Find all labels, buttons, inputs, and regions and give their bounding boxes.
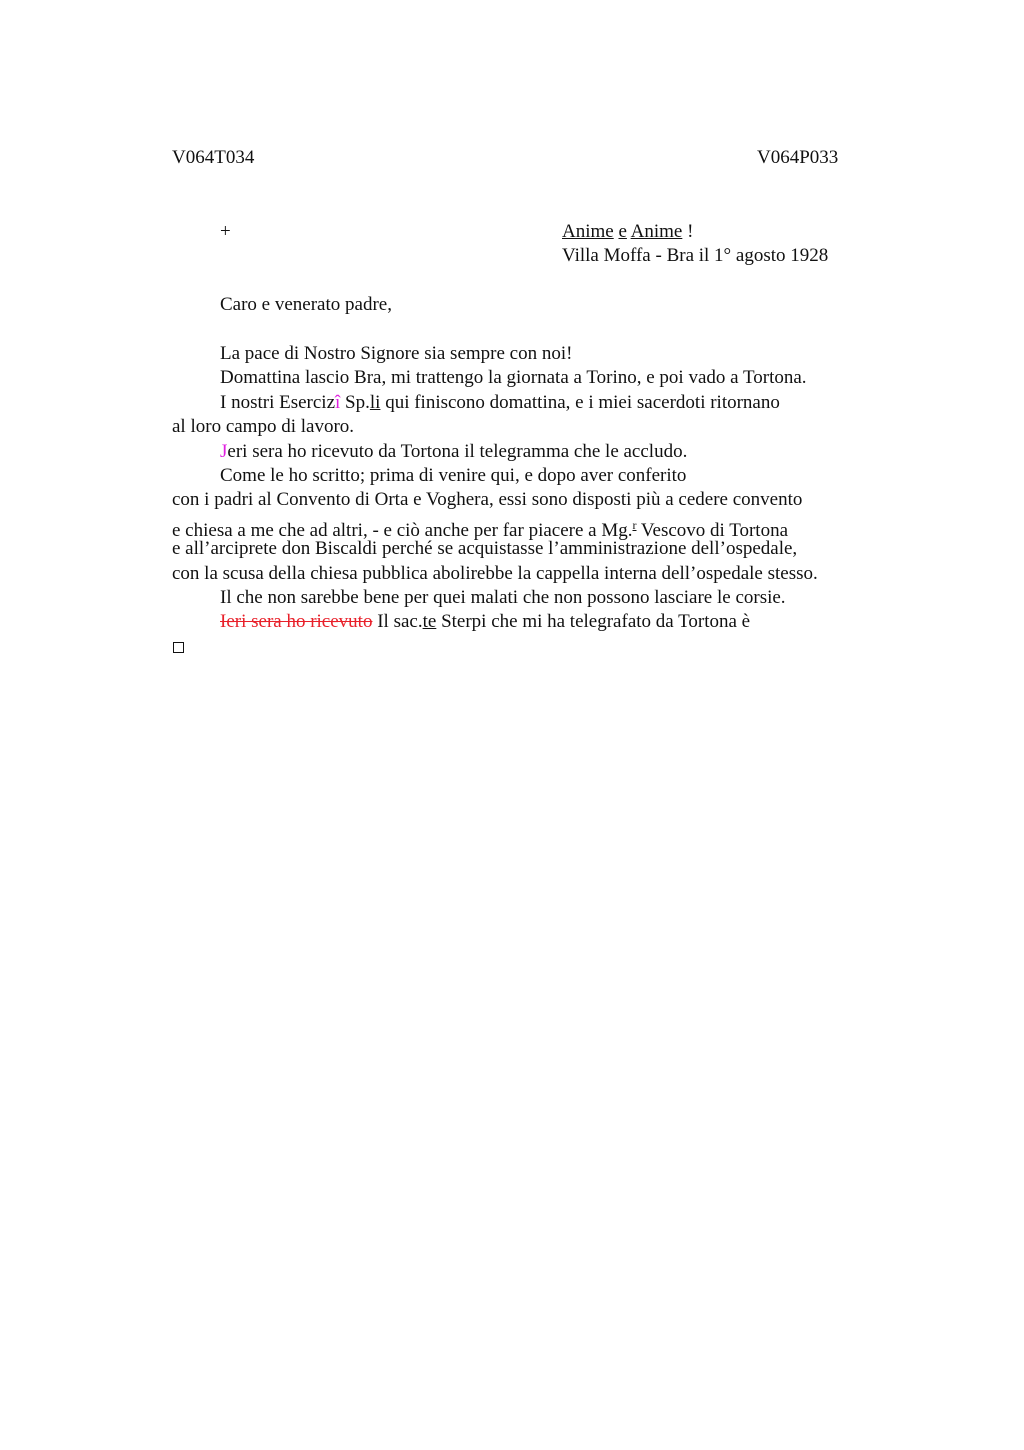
body-line-10: con la scusa della chiesa pubblica abolirebbe la cappella interna dell’ospedale stesso. — [172, 562, 818, 584]
body-line-12-text-a: Il sac. — [372, 611, 423, 633]
cross-mark: + — [220, 221, 231, 242]
body-line-3-text-c: Sp. — [340, 391, 370, 413]
body-line-1: La pace di Nostro Signore sia sempre con noi! — [220, 343, 573, 364]
motto-word-1: Anime — [562, 221, 614, 242]
checkbox-square-icon — [173, 642, 184, 653]
body-line-2: Domattina lascio Bra, mi trattengo la giornata a Torino, e poi vado a Tortona. — [220, 367, 807, 389]
body-line-7: con i padri al Convento di Orta e Voghera, essi sono disposti più a cedere convento — [172, 489, 803, 511]
body-line-3-text-e: qui finiscono domattina, e i miei sacerdoti ritornano — [380, 391, 780, 413]
body-line-5 — [172, 440, 882, 464]
deleted-text: Ieri sera ho ricevuto — [220, 611, 373, 633]
inserted-letter: î — [335, 391, 341, 413]
body-line-11: Il che non sarebbe bene per quei malati che non possono lasciare le corsie. — [220, 586, 786, 608]
body-line-8-text-c: Vescovo di Tortona — [636, 519, 789, 541]
body-line-8 — [172, 513, 882, 541]
abbreviation-superscript: r — [632, 517, 637, 532]
place-date: Villa Moffa - Bra il 1° agosto 1928 — [562, 245, 829, 266]
letter-body — [172, 342, 882, 635]
body-line-12 — [172, 610, 882, 634]
body-line-3-text-a: I nostri Eserciz — [220, 391, 336, 413]
document-code-left: V064T034 — [172, 147, 255, 168]
motto-word-3: Anime — [630, 221, 683, 242]
inserted-letter: J — [220, 440, 228, 462]
body-line-8-text-a: e chiesa a me che ad altri, - e ciò anche per far piacere a Mg. — [172, 519, 633, 541]
abbreviation-superscript: li — [369, 391, 381, 413]
body-line-3 — [172, 391, 882, 415]
motto — [562, 220, 693, 244]
body-line-6: Come le ho scritto; prima di venire qui, e dopo aver conferito — [220, 464, 687, 486]
motto-word-2: e — [618, 221, 627, 242]
body-line-12-text-c: Sterpi che mi ha telegrafato da Tortona è — [436, 611, 751, 633]
salutation: Caro e venerato padre, — [220, 294, 392, 315]
abbreviation-superscript: te — [422, 611, 437, 633]
motto-exclamation: ! — [682, 221, 694, 242]
body-line-5-text: eri sera ho ricevuto da Tortona il telegramma che le accludo. — [227, 440, 688, 462]
document-code-right: V064P033 — [757, 147, 839, 168]
body-line-9: e all’arciprete don Biscaldi perché se acquistasse l’amministrazione dell’ospedale, — [172, 538, 798, 560]
body-line-4: al loro campo di lavoro. — [172, 416, 355, 438]
